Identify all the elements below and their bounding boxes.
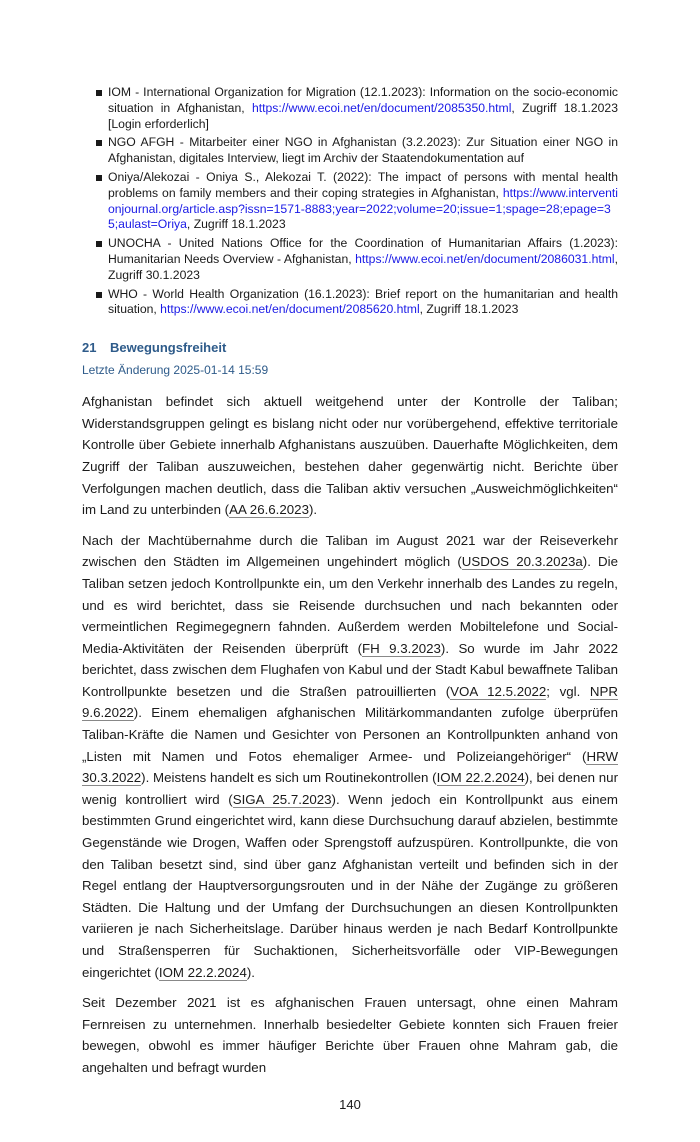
paragraph-text: ). Die Taliban setzen jedoch Kontrollpunkte ein, um den Verkehr innerhalb des Landes zu regeln, und es wird berichtet, dass sie Reisende durchsuchen und nach bekannten oder vermeintlichen Regimegegnern fahnden. Außerdem werden Mobiltelefone und Social-Media-Aktivitäten der Reisenden überprüft ( <box>82 554 618 656</box>
citation-link[interactable]: VOA 12.5.2022 <box>450 683 547 699</box>
paragraph-text: ). <box>308 502 318 518</box>
reference-text: NGO AFGH - Mitarbeiter einer NGO in Afghanistan (3.2.2023): Zur Situation einer NGO in Afghanistan, digitales Interview, liegt im Archiv der Staatendokumentation auf <box>108 135 618 166</box>
page-number: 140 <box>339 1096 361 1112</box>
reference-text: IOM - International Organization for Migration (12.1.2023): Information on the socio-economic situation in Afghanistan, <box>108 85 618 115</box>
paragraph-text: ), bei denen nur wenig kontrolliert wird ( <box>82 770 618 807</box>
body-paragraph <box>82 992 618 1078</box>
paragraph-text: Seit Dezember 2021 ist es afghanischen Frauen untersagt, ohne einen Mahram Fernreisen zu unternehmen. Innerhalb besiedelter Gebiete konnten sich Frauen freier bewegen, obwohl es immer häufiger Berichte über Frauen ohne Mahram gab, die angehalten und befragt wurden <box>82 995 618 1075</box>
reference-item <box>96 236 618 283</box>
paragraph-text: ). Einem ehemaligen afghanischen Militärkommandanten zufolge überprüfen Taliban-Kräfte die Namen und Gesichter von Personen an Kontrollpunkten anhand von „Listen mit Namen und Fotos ehemaliger Armee- und Polizeiangehöriger“ ( <box>82 705 618 764</box>
reference-access-date: , Zugriff 18.1.2023 <box>186 217 286 232</box>
reference-link[interactable]: https://www.ecoi.net/en/document/2085620.html <box>160 302 420 317</box>
citation-link[interactable]: FH 9.3.2023 <box>362 640 441 656</box>
reference-item <box>96 85 618 132</box>
citation-link[interactable]: NPR 9.6.2022 <box>82 683 618 721</box>
bullet-icon <box>96 241 102 247</box>
section-bewegungsfreiheit <box>82 340 618 1078</box>
reference-list <box>96 85 618 318</box>
citation-link[interactable]: IOM 22.2.2024 <box>436 770 525 786</box>
reference-access-date: , Zugriff 30.1.2023 <box>108 251 618 282</box>
citation-link[interactable]: HRW 30.3.2022 <box>82 748 618 786</box>
paragraph-text: ). Wenn jedoch ein Kontrollpunkt aus einem bestimmten Grund eingerichtet wird, kann diese Durchsuchung darauf abzielen, bestimmte Gegenstände wie Drogen, Waffen oder Sprengstoff aufzuspüren. Kontrollpunkte, die von den Taliban besetzt sind, sind über ganz Afghanistan verteilt und befinden sich in der Regel entlang der Hauptversorgungsrouten und in der Nähe der Zugänge zu größeren Städten. Die Haltung und der Umfang der Durchsuchungen an diesen Kontrollpunkten variieren je nach Sicherheitslage. Darüber hinaus werden je nach Bedarf Kontrollpunkte und Straßensperren für Suchaktionen, Sicherheitsvorfälle oder VIP-Bewegungen eingerichtet ( <box>82 791 619 980</box>
reference-access-date: , Zugriff 18.1.2023 <box>419 302 519 317</box>
paragraph-text: ). Meistens handelt es sich um Routinekontrollen ( <box>141 770 437 786</box>
last-modified: Letzte Änderung 2025-01-14 15:59 <box>82 363 269 378</box>
body-paragraph <box>82 391 618 521</box>
reference-text: UNOCHA - United Nations Office for the Coordination of Humanitarian Affairs (1.2023): Humanitarian Needs Overview - Afghanistan, <box>108 236 618 266</box>
bullet-icon <box>96 175 102 181</box>
paragraph-text: Nach der Machtübernahme durch die Taliban im August 2021 war der Reiseverkehr zwischen den Städten im Allgemeinen ungehindert möglich ( <box>82 532 618 570</box>
section-number: 21 <box>82 340 97 356</box>
citation-link[interactable]: IOM 22.2.2024 <box>158 964 247 980</box>
bullet-icon <box>96 140 102 146</box>
citation-link[interactable]: SIGA 25.7.2023 <box>232 791 332 807</box>
paragraph-text: Afghanistan befindet sich aktuell weitgehend unter der Kontrolle der Taliban; Widerstandsgruppen gelingt es bislang nicht oder nur vorübergehend, effektive territoriale Kontrolle über Gebiete innerhalb Afghanistans auszuüben. Dauerhafte Möglichkeiten, dem Zugriff der Taliban auszuweichen, bestehen daher gegenwärtig nicht. Berichte über Verfolgungen machen deutlich, dass die Taliban aktiv versuchen „Ausweichmöglichkeiten“ im Land zu unterbinden ( <box>82 394 618 518</box>
reference-access-date: , Zugriff 18.1.2023 [Login erforderlich] <box>108 100 618 131</box>
citation-link[interactable]: AA 26.6.2023 <box>229 502 309 518</box>
paragraph-text: ). So wurde im Jahr 2022 berichtet, dass zwischen dem Flughafen von Kabul und der Stadt Kabul bewaffnete Taliban Kontrollpunkte besetzen und die Straßen patrouillierten ( <box>82 640 618 699</box>
reference-link[interactable]: https://www.interventionjournal.org/article.asp?issn=1571-8883;year=2022;volume=20;issue=1;spage=28;epage=35;aulast=Oriya <box>108 185 618 232</box>
body-paragraph <box>82 530 618 983</box>
reference-text: Oniya/Alekozai - Oniya S., Alekozai T. (2022): The impact of persons with mental health problems on family members and their coping strategies in Afghanistan, <box>108 169 618 200</box>
paragraph-text: ). <box>246 964 255 980</box>
reference-link[interactable]: https://www.ecoi.net/en/document/2085350.html <box>251 100 512 115</box>
reference-link[interactable]: https://www.ecoi.net/en/document/2086031.html <box>355 251 615 266</box>
citation-link[interactable]: USDOS 20.3.2023a <box>461 554 583 570</box>
reference-item <box>96 287 618 319</box>
reference-item <box>96 170 618 233</box>
reference-text: WHO - World Health Organization (16.1.2023): Brief report on the humanitarian and health situation, <box>108 286 618 317</box>
section-title: Bewegungsfreiheit <box>110 340 227 356</box>
bullet-icon <box>96 90 102 96</box>
reference-item <box>96 135 618 167</box>
bullet-icon <box>96 292 102 298</box>
paragraph-text: ; vgl. <box>546 683 590 699</box>
section-body <box>82 391 618 1078</box>
section-heading <box>82 340 618 355</box>
